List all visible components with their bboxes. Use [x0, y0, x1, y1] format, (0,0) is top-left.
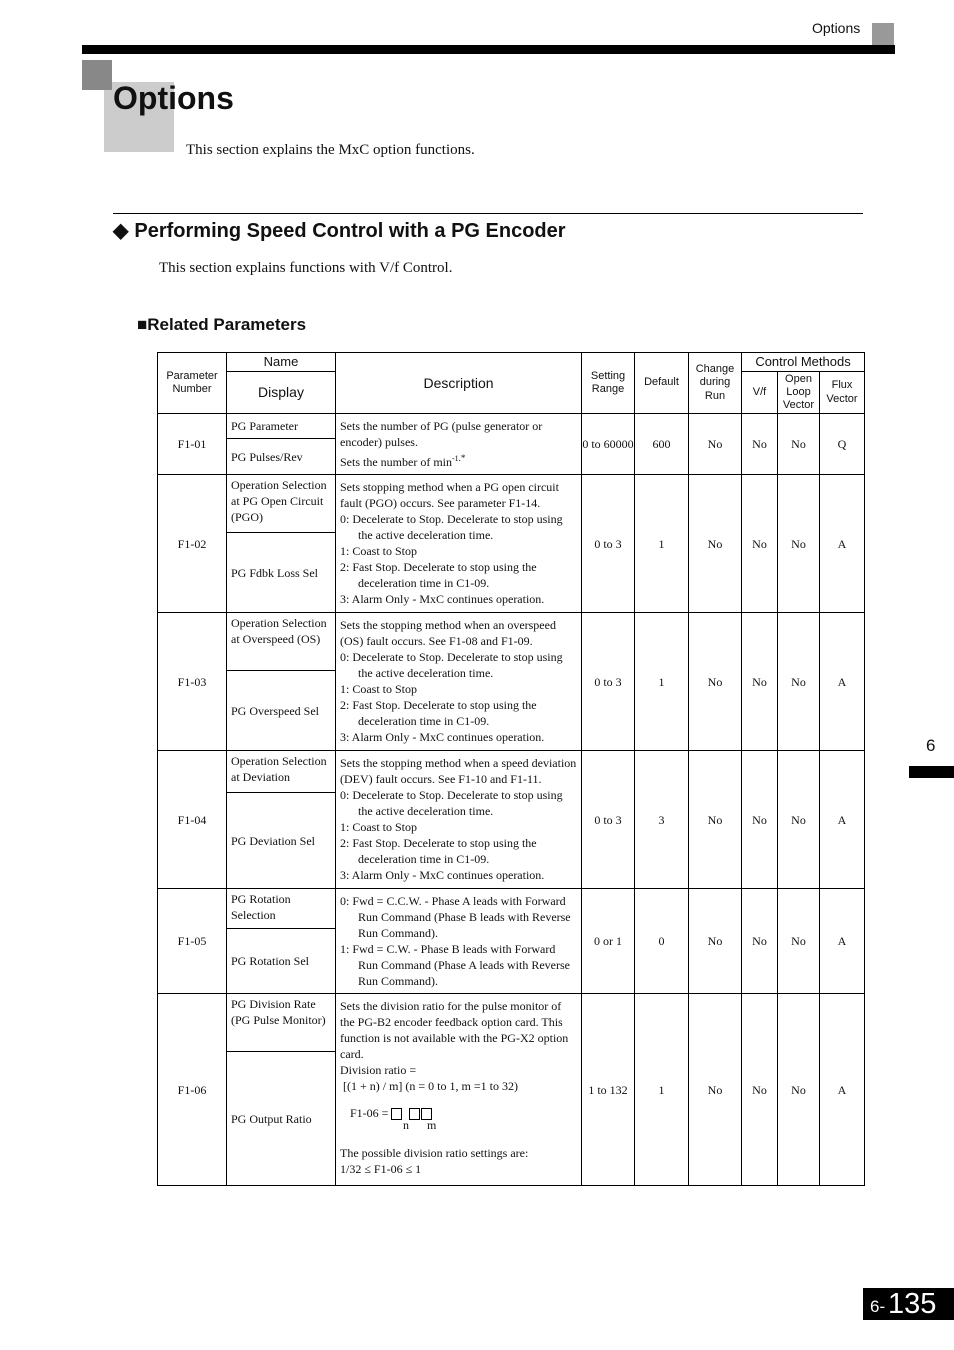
- method-open-loop-vector: No: [778, 994, 820, 1186]
- desc-line: The possible division ratio settings are:: [340, 1146, 529, 1161]
- method-vf: No: [742, 889, 778, 994]
- diamond-bullet-icon: ◆: [113, 220, 129, 242]
- table-row: [158, 414, 865, 439]
- default-value: 1: [635, 613, 689, 751]
- header-rule: [82, 45, 895, 54]
- param-display: PG Deviation Sel: [227, 793, 336, 889]
- desc-line: Sets the stopping method when an overspeed (OS) fault occurs. See F1-08 and F1-09.: [340, 618, 556, 648]
- desc-item: 1: Fwd = C.W. - Phase B leads with Forward Run Command (Phase A leads with Reverse Run Command).: [340, 942, 570, 988]
- desc-item: 1: Coast to Stop: [340, 820, 418, 834]
- param-description: [336, 475, 582, 613]
- header-marker: [872, 23, 894, 45]
- method-flux-vector: A: [820, 613, 865, 751]
- setting-range: 0 to 60000: [582, 414, 635, 475]
- square-bullet-icon: ■: [137, 315, 148, 334]
- desc-item: 3: Alarm Only - MxC continues operation.: [340, 868, 545, 882]
- change-during-run: No: [689, 889, 742, 994]
- desc-item: 3: Alarm Only - MxC continues operation.: [340, 730, 545, 744]
- desc-item: 1: Coast to Stop: [340, 682, 418, 696]
- desc-item: 0: Fwd = C.C.W. - Phase A leads with Forward Run Command (Phase B leads with Reverse Run Command).: [340, 894, 571, 940]
- subsection-heading: [137, 315, 306, 335]
- desc-line: Sets the number of $\min^{-1.*}$: [340, 453, 466, 469]
- change-during-run: No: [689, 414, 742, 475]
- desc-item: 1: Coast to Stop: [340, 544, 418, 558]
- method-vf: No: [742, 751, 778, 889]
- header-vf: V/f: [742, 372, 778, 414]
- param-display: PG Overspeed Sel: [227, 671, 336, 751]
- formula-n: n: [403, 1118, 409, 1133]
- desc-item: 2: Fast Stop. Decelerate to stop using the deceleration time in C1-09.: [340, 698, 537, 728]
- desc-line: Sets the number of PG (pulse generator or encoder) pulses.: [340, 419, 543, 449]
- method-open-loop-vector: No: [778, 414, 820, 475]
- param-number: F1-01: [158, 414, 227, 475]
- chapter-tab-bar: [909, 766, 954, 778]
- param-name: Operation Selection at Overspeed (OS): [227, 613, 336, 671]
- header-change-during-run: Change during Run: [689, 353, 742, 414]
- change-during-run: No: [689, 994, 742, 1186]
- setting-range: 0 to 3: [582, 751, 635, 889]
- param-name: Operation Selection at PG Open Circuit (PGO): [227, 475, 336, 533]
- param-number: F1-05: [158, 889, 227, 994]
- setting-range: 0 to 3: [582, 613, 635, 751]
- header-control-methods: Control Methods: [742, 353, 865, 372]
- table-row: [158, 994, 865, 1052]
- desc-item: 0: Decelerate to Stop. Decelerate to stop using the active deceleration time.: [340, 512, 563, 542]
- desc-line: Division ratio =: [340, 1063, 417, 1077]
- formula-m: m: [427, 1118, 437, 1133]
- method-vf: No: [742, 613, 778, 751]
- desc-line: Sets the stopping method when a speed deviation (DEV) fault occurs. See F1-10 and F1-11.: [340, 756, 577, 786]
- method-vf: No: [742, 414, 778, 475]
- header-open-loop-vector: Open Loop Vector: [778, 372, 820, 414]
- digit-box-icon: [391, 1108, 402, 1120]
- header-name: Name: [227, 353, 336, 372]
- param-name: PG Parameter: [227, 414, 336, 439]
- change-during-run: No: [689, 613, 742, 751]
- param-name: Operation Selection at Deviation: [227, 751, 336, 793]
- method-flux-vector: A: [820, 751, 865, 889]
- desc-item: 3: Alarm Only - MxC continues operation.: [340, 592, 545, 606]
- default-value: 600: [635, 414, 689, 475]
- section-title: Performing Speed Control with a PG Encoder: [134, 220, 566, 242]
- desc-item: 2: Fast Stop. Decelerate to stop using the deceleration time in C1-09.: [340, 836, 537, 866]
- header-parameter-number: Parameter Number: [158, 353, 227, 414]
- formula-legend: [340, 1120, 577, 1131]
- change-during-run: No: [689, 751, 742, 889]
- param-description: [336, 889, 582, 994]
- method-open-loop-vector: No: [778, 889, 820, 994]
- table-row: [158, 889, 865, 929]
- header-flux-vector: Flux Vector: [820, 372, 865, 414]
- section-rule: [113, 213, 863, 214]
- page-number-prefix: 6-: [870, 1297, 886, 1316]
- method-vf: No: [742, 994, 778, 1186]
- setting-range: 0 or 1: [582, 889, 635, 994]
- header-default: Default: [635, 353, 689, 414]
- param-display: PG Rotation Sel: [227, 929, 336, 994]
- param-description: [336, 994, 582, 1186]
- desc-line: 1/32 ≤ F1-06 ≤ 1: [340, 1162, 422, 1177]
- header-description: Description: [336, 353, 582, 414]
- desc-item: 0: Decelerate to Stop. Decelerate to stop using the active deceleration time.: [340, 788, 563, 818]
- desc-item: 2: Fast Stop. Decelerate to stop using the deceleration time in C1-09.: [340, 560, 537, 590]
- default-value: 3: [635, 751, 689, 889]
- page-title: Options: [113, 80, 234, 116]
- section-heading: [113, 218, 566, 243]
- parameters-table: [157, 352, 865, 1186]
- page-intro: This section explains the MxC option functions.: [186, 142, 475, 158]
- param-display: PG Output Ratio: [227, 1052, 336, 1186]
- table-row: [158, 751, 865, 793]
- param-number: F1-02: [158, 475, 227, 613]
- method-flux-vector: A: [820, 475, 865, 613]
- param-number: F1-06: [158, 994, 227, 1186]
- setting-range: 1 to 132: [582, 994, 635, 1186]
- param-number: F1-04: [158, 751, 227, 889]
- param-display: PG Fdbk Loss Sel: [227, 533, 336, 613]
- default-value: 0: [635, 889, 689, 994]
- desc-line: Sets the division ratio for the pulse monitor of the PG-B2 encoder feedback option card. This function is not available with the PG-X2 option card.: [340, 999, 569, 1061]
- default-value: 1: [635, 475, 689, 613]
- header-setting-range: Setting Range: [582, 353, 635, 414]
- method-flux-vector: Q: [820, 414, 865, 475]
- setting-range: 0 to 3: [582, 475, 635, 613]
- method-vf: No: [742, 475, 778, 613]
- f106-formula: [340, 1106, 577, 1120]
- param-number: F1-03: [158, 613, 227, 751]
- page-number-box: [863, 1288, 954, 1320]
- param-name: PG Rotation Selection: [227, 889, 336, 929]
- param-name: PG Division Rate (PG Pulse Monitor): [227, 994, 336, 1052]
- param-display: PG Pulses/Rev: [227, 439, 336, 475]
- desc-formula: [(1 + n) / m] (n = 0 to 1, m =1 to 32): [343, 1079, 518, 1093]
- digit-box-icon: [409, 1108, 420, 1120]
- page-number: 135: [888, 1288, 937, 1320]
- table-row: [158, 475, 865, 533]
- param-description: [336, 751, 582, 889]
- subsection-title: Related Parameters: [147, 315, 307, 334]
- param-description: [336, 414, 582, 475]
- method-open-loop-vector: No: [778, 751, 820, 889]
- header-section-label: Options: [812, 20, 861, 36]
- table-row: [158, 613, 865, 671]
- formula-label: F1-06 =: [350, 1106, 389, 1120]
- param-description: [336, 613, 582, 751]
- desc-item: 0: Decelerate to Stop. Decelerate to stop using the active deceleration time.: [340, 650, 563, 680]
- chapter-tab-number: 6: [926, 736, 936, 755]
- desc-line: Sets stopping method when a PG open circuit fault (PGO) occurs. See parameter F1-14.: [340, 480, 559, 510]
- method-open-loop-vector: No: [778, 475, 820, 613]
- section-intro: This section explains functions with V/f Control.: [159, 260, 453, 276]
- default-value: 1: [635, 994, 689, 1186]
- method-open-loop-vector: No: [778, 613, 820, 751]
- header-display: Display: [227, 372, 336, 414]
- change-during-run: No: [689, 475, 742, 613]
- title-decoration-dark: [82, 60, 112, 90]
- method-flux-vector: A: [820, 994, 865, 1186]
- method-flux-vector: A: [820, 889, 865, 994]
